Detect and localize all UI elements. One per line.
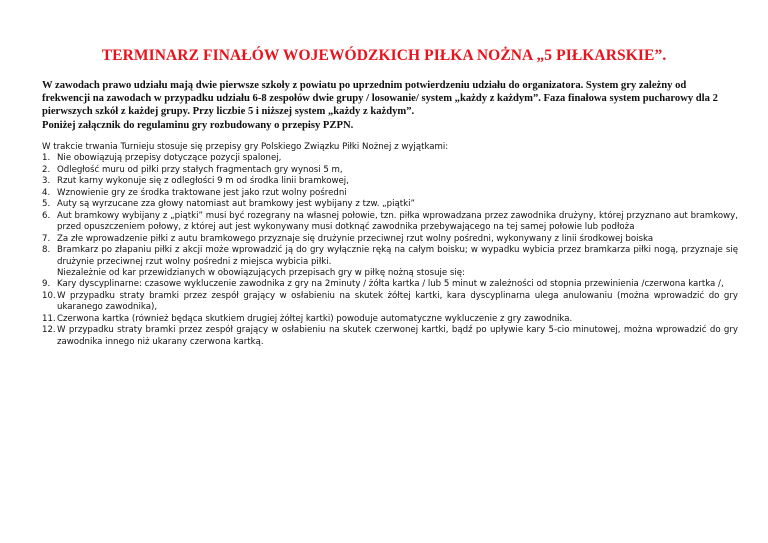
rule-text: Odległość muru od piłki przy stałych fragmentach gry wynosi 5 m, — [57, 164, 343, 175]
rule-item — [42, 188, 738, 199]
rule-item — [42, 234, 738, 245]
rule-item — [42, 199, 738, 210]
rule-number: 2. — [42, 164, 51, 175]
rule-text: Czerwona kartka (również będąca skutkiem drugiej żółtej kartki) powoduje automatyczne wykluczenie z gry zawodnika. — [57, 313, 573, 324]
rules-list-continued — [42, 279, 738, 348]
rule-text: Auty są wyrzucane zza głowy natomiast aut bramkowy jest wybijany z tzw. „piątki” — [57, 199, 415, 210]
rule-number: 10. — [42, 290, 56, 301]
rule-item — [42, 325, 738, 348]
rule-item — [42, 211, 738, 234]
rule-number: 3. — [42, 176, 51, 187]
page-title: TERMINARZ FINAŁÓW WOJEWÓDZKICH PIŁKA NOŻNA „5 PIŁKARSKIE”. — [101, 47, 667, 64]
rule-item — [42, 279, 738, 290]
rule-number: 8. — [42, 245, 51, 256]
rule-item — [42, 165, 738, 176]
rule-number: 1. — [42, 153, 51, 164]
rule-text: Rzut karny wykonuje się z odległości 9 m od środka linii bramkowej, — [57, 176, 349, 187]
rule-text: Aut bramkowy wybijany z „piątki” musi być rozegrany na własnej połowie, tzn. piłka wprowadzana przez zawodnika drużyny, której przyznano aut bramkowy, przed opuszczeniem połowy, z której aut jest wykonywany musi dotknąć zawodnika przebywającego na tej samej połowie lub podłoża — [57, 210, 738, 233]
intro-attachment-note: Poniżej załącznik do regulaminu gry rozbudowany o przepisy PZPN. — [42, 119, 354, 131]
rule-item — [42, 291, 738, 314]
rule-number: 12. — [42, 325, 56, 336]
rule-number: 9. — [42, 279, 51, 290]
rule-text: Nie obowiązują przepisy dotyczące pozycji spalonej, — [57, 153, 282, 164]
rules-list — [42, 153, 738, 268]
rule-text: Kary dyscyplinarne: czasowe wykluczenie zawodnika z gry na 2minuty / żółta kartka / lub 5 minut w zależności od stopnia przewinienia /czerwona kartka /, — [57, 279, 724, 290]
rule-item — [42, 245, 738, 268]
rule-item — [42, 153, 738, 164]
rule-number: 6. — [42, 210, 51, 221]
rule-number: 7. — [42, 233, 51, 244]
rule-item — [42, 314, 738, 325]
rule-text: Za złe wprowadzenie piłki z autu bramkowego przyznaje się drużynie przeciwnej rzut wolny pośredni, wykonywany z linii środkowej boiska — [57, 233, 654, 244]
rule-text: W przypadku straty bramki przez zespół grający w osłabieniu na skutek żółtej kartki, kara dyscyplinarna ulega anulowaniu (można wprowadzić do gry ukaranego zawodnika), — [57, 290, 738, 313]
rule-number: 5. — [42, 199, 51, 210]
rule-text: Bramkarz po złapaniu piłki z akcji może wprowadzić ją do gry wyłącznie ręką na całym boisku; w wypadku wybicia przez bramkarza piłki nogą, przyznaje się drużynie przeciwnej rzut wolny pośredni z miejsca wybicia piłki. — [57, 245, 738, 267]
rule-number: 4. — [42, 187, 51, 198]
rule-item — [42, 176, 738, 187]
rule-text: Wznowienie gry ze środka traktowane jest jako rzut wolny pośredni — [57, 187, 347, 198]
rules-lead: W trakcie trwania Turnieju stosuje się przepisy gry Polskiego Związku Piłki Nożnej z wyjątkami: — [42, 142, 449, 152]
rule-number: 11. — [42, 313, 56, 324]
intro-section — [42, 79, 732, 132]
rules-section — [42, 142, 738, 348]
penalties-note: Niezależnie od kar przewidzianych w obowiązujących przepisach gry w piłkę nożną stosuje się: — [57, 267, 465, 278]
intro-paragraph: W zawodach prawo udziału mają dwie pierwsze szkoły z powiatu po uprzednim potwierdzeniu udziału do organizatora. System gry zależny od frekwencji na zawodach w przypadku udziału 6-8 zespołów dwie grupy / losowanie/ system „każdy z każdym”. Faza finałowa system pucharowy dla 2 pierwszych szkół z każdej grupy. Przy liczbie 5 i niższej system „każdy z każdym”. — [42, 80, 718, 118]
rule-text: W przypadku straty bramki przez zespół grający w osłabieniu na skutek czerwonej kartki, bądź po upływie kary 5-cio minutowej, można wprowadzić do gry zawodnika innego niż ukarany czerwona kartką. — [57, 325, 738, 347]
